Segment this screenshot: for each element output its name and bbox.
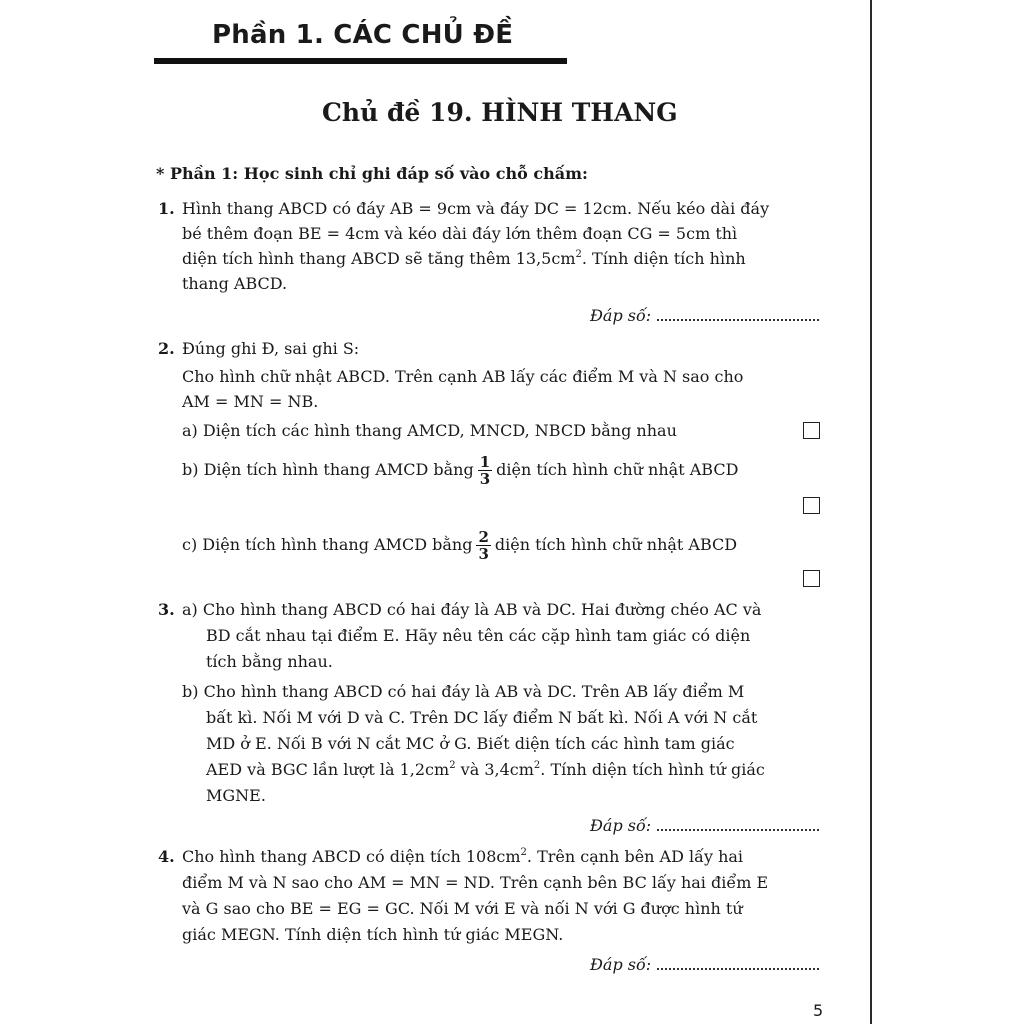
- q3-a-line-2: BD cắt nhau tại điểm E. Hãy nêu tên các cặp hình tam giác có diện: [206, 626, 751, 645]
- q4-line-3: và G sao cho BE = EG = GC. Nối M với E và nối N với G được hình tứ: [182, 899, 743, 918]
- q3-b-line-5: MGNE.: [206, 786, 266, 805]
- q4-line-2: điểm M và N sao cho AM = MN = ND. Trên cạnh bên BC lấy hai điểm E: [182, 873, 769, 892]
- q3-b-line-2: bất kì. Nối M với D và C. Trên DC lấy điểm N bất kì. Nối A với N cắt: [206, 708, 758, 727]
- q1-line-1: Hình thang ABCD có đáy AB = 9cm và đáy DC = 12cm. Nếu kéo dài đáy: [182, 199, 770, 218]
- section-title: Phần 1. CÁC CHỦ ĐỀ: [212, 20, 514, 50]
- q3-b-line-3: MD ở E. Nối B với N cắt MC ở G. Biết diện tích các hình tam giác: [206, 734, 735, 753]
- q4-line-1: Cho hình thang ABCD có diện tích $108cm^2$. Trên cạnh bên AD lấy hai: [182, 847, 744, 866]
- page-number: 5: [813, 1001, 824, 1020]
- q2-intro-line-2: AM = MN = NB.: [182, 392, 319, 411]
- q2-intro-line-1: Cho hình chữ nhật ABCD. Trên cạnh AB lấy các điểm M và N sao cho: [182, 367, 744, 386]
- q1-answer-line[interactable]: Đáp số:: [590, 305, 819, 325]
- section-underline: [154, 58, 567, 64]
- q3-b-line-1: b) Cho hình thang ABCD có hai đáy là AB và DC. Trên AB lấy điểm M: [182, 682, 745, 701]
- chapter-title: Chủ đề 19. HÌNH THANG: [322, 98, 678, 127]
- q4-number: 4.: [158, 847, 175, 866]
- q4-line-4: giác MEGN. Tính diện tích hình tứ giác MEGN.: [182, 925, 564, 944]
- q2-statement-a: a) Diện tích các hình thang AMCD, MNCD, NBCD bằng nhau: [182, 421, 677, 440]
- q3-a-line-3: tích bằng nhau.: [206, 652, 333, 671]
- page-edge-line: [870, 0, 872, 1024]
- q2-a-checkbox[interactable]: [803, 422, 820, 439]
- fraction-two-thirds: $\frac{2}{3}$: [478, 528, 489, 563]
- q1-line-3: diện tích hình thang ABCD sẽ tăng thêm $13,5cm^2$. Tính diện tích hình: [182, 249, 746, 268]
- q1-number: 1.: [158, 199, 175, 218]
- q2-statement-c: c) Diện tích hình thang AMCD bằng $\frac{2}{3}$ diện tích hình chữ nhật ABCD: [182, 528, 738, 563]
- q1-line-2: bé thêm đoạn BE = 4cm và kéo dài đáy lớn thêm đoạn CG = 5cm thì: [182, 224, 738, 243]
- q2-c-checkbox[interactable]: [803, 570, 820, 587]
- q3-b-line-4: AED và BGC lần lượt là $1,2cm^2$ và $3,4cm^2$. Tính diện tích hình tứ giác: [206, 760, 765, 779]
- q2-number: 2.: [158, 339, 175, 358]
- q3-number: 3.: [158, 600, 175, 619]
- q3-answer-line[interactable]: Đáp số:: [590, 815, 819, 835]
- q4-answer-line[interactable]: Đáp số:: [590, 954, 819, 974]
- q2-b-checkbox[interactable]: [803, 497, 820, 514]
- q1-line-4: thang ABCD.: [182, 274, 288, 293]
- fraction-one-third: $\frac{1}{3}$: [479, 453, 491, 488]
- q2-statement-b: b) Diện tích hình thang AMCD bằng $\frac{1}{3}$ diện tích hình chữ nhật ABCD: [182, 453, 739, 488]
- instruction: * Phần 1: Học sinh chỉ ghi đáp số vào chỗ chấm:: [156, 164, 588, 183]
- q3-a-line-1: a) Cho hình thang ABCD có hai đáy là AB và DC. Hai đường chéo AC và: [182, 600, 762, 619]
- q2-title: Đúng ghi Đ, sai ghi S:: [182, 339, 360, 358]
